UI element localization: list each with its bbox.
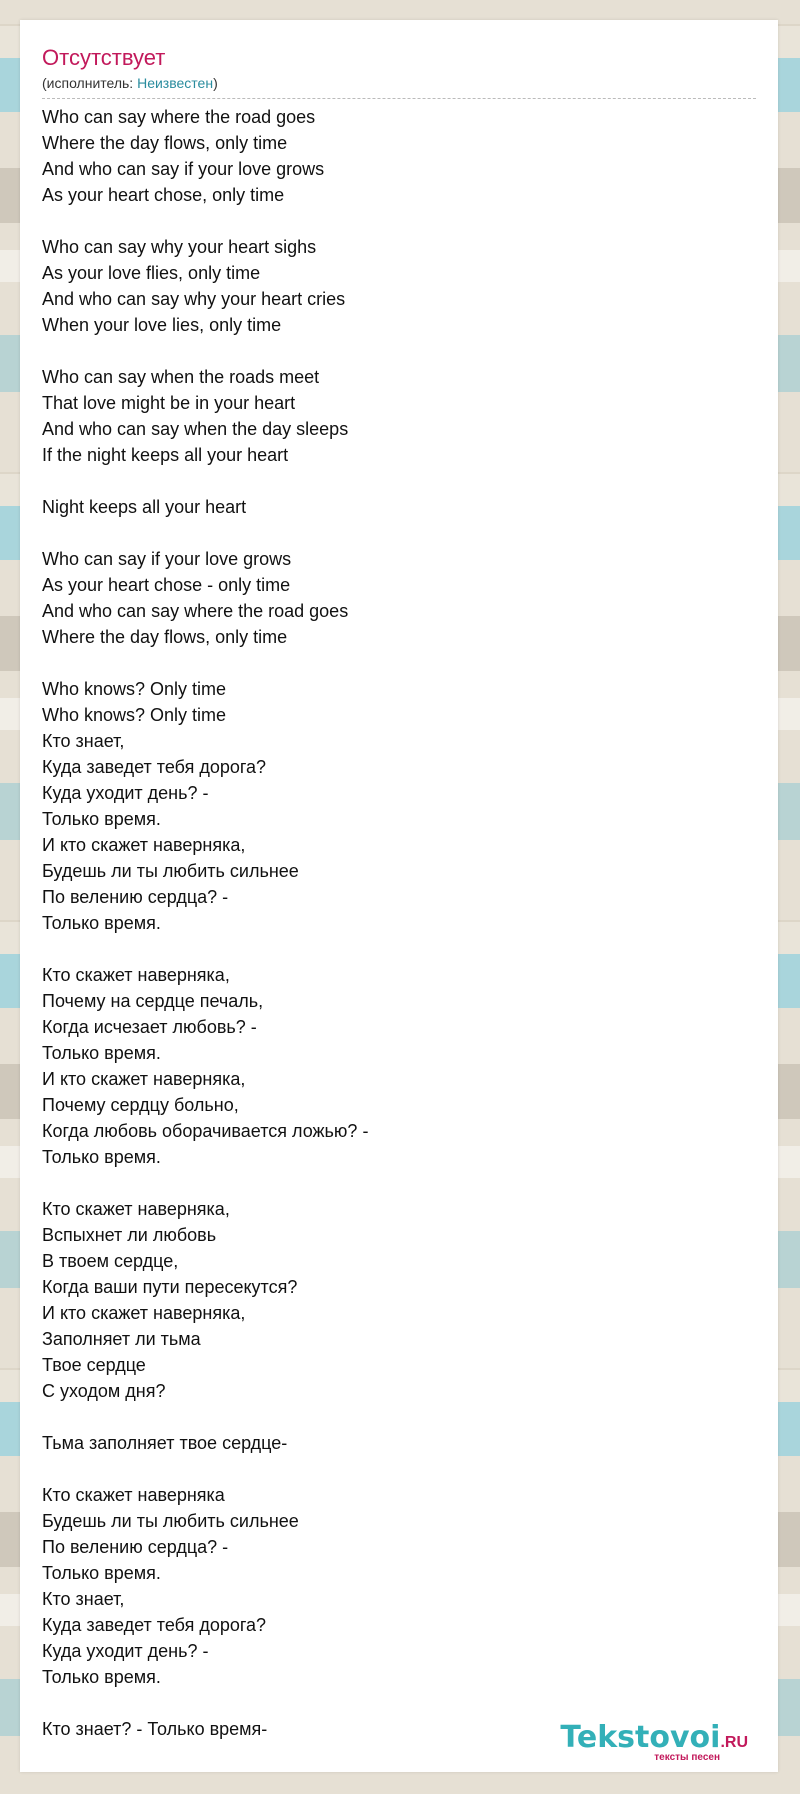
lyric-line: И кто скажет наверняка, bbox=[42, 835, 246, 855]
lyric-line: Кто знает, bbox=[42, 731, 125, 751]
lyric-line: Кто знает, bbox=[42, 1589, 125, 1609]
lyric-line: As your love flies, only time bbox=[42, 263, 261, 283]
lyric-line: Только время. bbox=[42, 1043, 161, 1063]
stanza-break bbox=[42, 1170, 756, 1196]
lyric-line: Почему сердцу больно, bbox=[42, 1095, 239, 1115]
song-title: Отсутствует bbox=[42, 45, 166, 70]
lyric-line: Только время. bbox=[42, 1667, 161, 1687]
lyric-line: Только время. bbox=[42, 1147, 161, 1167]
lyric-line: Куда заведет тебя дорога? bbox=[42, 1615, 267, 1635]
lyric-line: Куда заведет тебя дорога? bbox=[42, 757, 267, 777]
stanza-break bbox=[42, 936, 756, 962]
logo-tagline: тексты песен bbox=[654, 1752, 720, 1763]
lyric-line: And who can say where the road goes bbox=[42, 601, 349, 621]
lyric-line: По велению сердца? - bbox=[42, 1537, 229, 1557]
lyric-line: And who can say when the day sleeps bbox=[42, 419, 349, 439]
lyric-line: And who can say if your love grows bbox=[42, 159, 325, 179]
lyric-line: Кто скажет наверняка, bbox=[42, 965, 230, 985]
lyric-line: As your heart chose, only time bbox=[42, 185, 285, 205]
lyric-line: По велению сердца? - bbox=[42, 887, 229, 907]
lyric-line: Почему на сердце печаль, bbox=[42, 991, 264, 1011]
logo-main-text: Tekstovoi bbox=[560, 1720, 721, 1755]
lyric-line: Who can say where the road goes bbox=[42, 107, 316, 127]
lyric-line: That love might be in your heart bbox=[42, 393, 296, 413]
lyric-line: Кто скажет наверняка bbox=[42, 1485, 225, 1505]
lyric-line: Кто скажет наверняка, bbox=[42, 1199, 230, 1219]
song-header bbox=[42, 44, 756, 99]
lyric-line: В твоем сердце, bbox=[42, 1251, 179, 1271]
lyric-line: Who can say if your love grows bbox=[42, 549, 292, 569]
lyric-line: Вспыхнет ли любовь bbox=[42, 1225, 217, 1245]
stanza-break bbox=[42, 338, 756, 364]
lyric-line: И кто скажет наверняка, bbox=[42, 1069, 246, 1089]
lyric-line: Только время. bbox=[42, 809, 161, 829]
lyric-line: Когда исчезает любовь? - bbox=[42, 1017, 257, 1037]
logo-tld: .RU bbox=[720, 1734, 748, 1751]
site-logo[interactable] bbox=[560, 1720, 748, 1763]
lyric-line: Будешь ли ты любить сильнее bbox=[42, 861, 299, 881]
lyric-line: Будешь ли ты любить сильнее bbox=[42, 1511, 299, 1531]
lyric-line: Who can say when the roads meet bbox=[42, 367, 320, 387]
artist-link[interactable]: Неизвестен bbox=[137, 75, 214, 91]
lyric-line: Where the day flows, only time bbox=[42, 133, 288, 153]
lyrics-text bbox=[42, 104, 756, 1742]
stanza-break bbox=[42, 650, 756, 676]
lyric-line: Who knows? Only time bbox=[42, 679, 227, 699]
lyric-line: С уходом дня? bbox=[42, 1381, 166, 1401]
stanza-break bbox=[42, 1456, 756, 1482]
stanza-break bbox=[42, 208, 756, 234]
lyrics-card bbox=[20, 20, 778, 1772]
lyric-line: Night keeps all your heart bbox=[42, 497, 247, 517]
lyric-line: Только время. bbox=[42, 913, 161, 933]
lyric-line: И кто скажет наверняка, bbox=[42, 1303, 246, 1323]
lyric-line: Заполняет ли тьма bbox=[42, 1329, 201, 1349]
lyric-line: Когда ваши пути пересекутся? bbox=[42, 1277, 298, 1297]
lyric-line: Кто знает? - Только время- bbox=[42, 1719, 268, 1739]
lyric-line: Куда уходит день? - bbox=[42, 783, 209, 803]
lyric-line: Только время. bbox=[42, 1563, 161, 1583]
lyric-line: And who can say why your heart cries bbox=[42, 289, 346, 309]
artist-line bbox=[42, 74, 756, 99]
lyric-line: When your love lies, only time bbox=[42, 315, 282, 335]
lyric-line: If the night keeps all your heart bbox=[42, 445, 289, 465]
lyric-line: Твое сердце bbox=[42, 1355, 146, 1375]
lyric-line: Когда любовь оборачивается ложью? - bbox=[42, 1121, 369, 1141]
lyric-line: Where the day flows, only time bbox=[42, 627, 288, 647]
artist-suffix: ) bbox=[213, 75, 218, 91]
artist-prefix: (исполнитель: bbox=[42, 75, 138, 91]
stanza-break bbox=[42, 1690, 756, 1716]
lyric-line: As your heart chose - only time bbox=[42, 575, 291, 595]
stanza-break bbox=[42, 520, 756, 546]
lyric-line: Тьма заполняет твое сердце- bbox=[42, 1433, 288, 1453]
lyric-line: Who knows? Only time bbox=[42, 705, 227, 725]
lyric-line: Куда уходит день? - bbox=[42, 1641, 209, 1661]
stanza-break bbox=[42, 468, 756, 494]
lyric-line: Who can say why your heart sighs bbox=[42, 237, 317, 257]
stanza-break bbox=[42, 1404, 756, 1430]
